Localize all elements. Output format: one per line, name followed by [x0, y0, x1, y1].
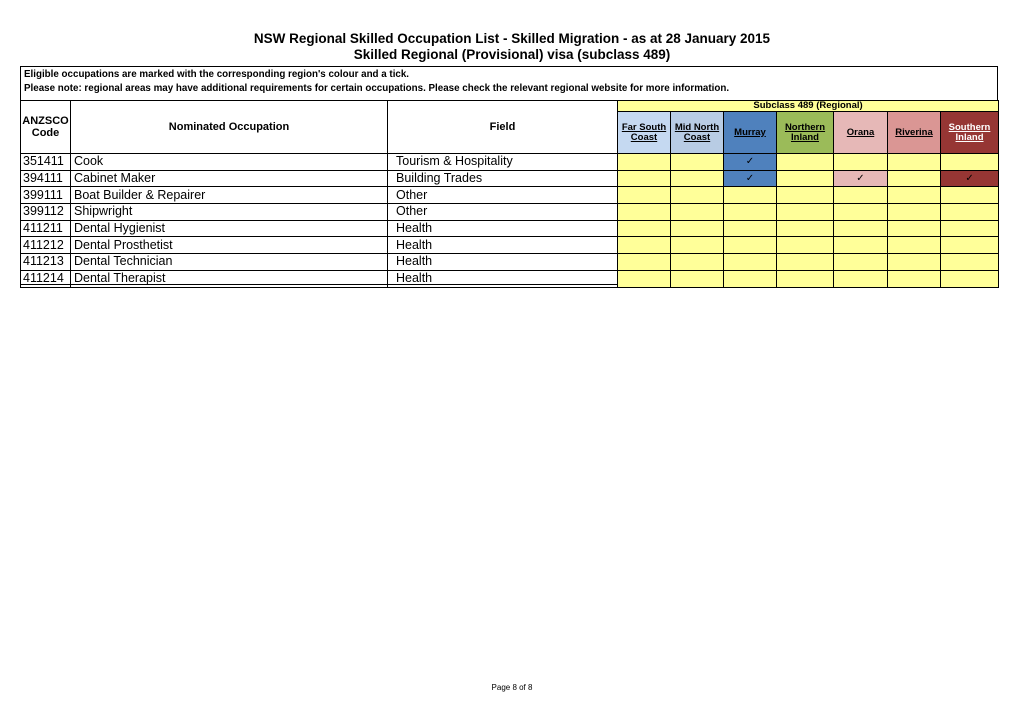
region-cell	[888, 187, 941, 204]
region-cell	[888, 204, 941, 221]
occupation-field: Health	[388, 220, 618, 237]
region-cell	[888, 154, 941, 171]
anzsco-code: 411211	[21, 220, 71, 237]
region-header-northern-inland: Northern Inland	[777, 112, 834, 154]
region-cell	[941, 187, 999, 204]
occupation-field: Health	[388, 237, 618, 254]
region-cell	[834, 170, 888, 187]
region-cell	[941, 237, 999, 254]
table-row	[21, 154, 999, 171]
region-cell	[777, 170, 834, 187]
anzsco-code: 399111	[21, 187, 71, 204]
header-code: ANZSCO Code	[21, 101, 71, 154]
tick-icon: ✓	[965, 173, 974, 185]
region-cell	[777, 254, 834, 271]
region-cell	[777, 204, 834, 221]
region-cell	[888, 237, 941, 254]
table-row	[21, 270, 999, 287]
region-header-southern-inland: Southern Inland	[941, 112, 999, 154]
occupation-field: Other	[388, 187, 618, 204]
note-eligibility: Eligible occupations are marked with the corresponding region's colour and a tick.	[24, 69, 410, 80]
header-subclass: Subclass 489 (Regional)	[618, 101, 999, 112]
anzsco-code: 351411	[21, 154, 71, 171]
region-cell	[941, 204, 999, 221]
region-cell	[618, 154, 671, 171]
region-header-far-south-coast: Far South Coast	[618, 112, 671, 154]
tick-icon: ✓	[856, 173, 865, 185]
region-cell	[834, 237, 888, 254]
region-cell	[941, 154, 999, 171]
occupation-table	[20, 100, 999, 288]
occupation-field: Building Trades	[388, 170, 618, 187]
region-cell	[724, 237, 777, 254]
region-header-mid-north-coast: Mid North Coast	[671, 112, 724, 154]
occupation-field: Health	[388, 270, 618, 287]
region-cell	[941, 254, 999, 271]
occupation-field: Other	[388, 204, 618, 221]
header-field: Field	[388, 101, 618, 154]
anzsco-code: 399112	[21, 204, 71, 221]
occupation-field: Health	[388, 254, 618, 271]
region-cell	[777, 237, 834, 254]
region-cell	[888, 220, 941, 237]
page-number: Page 8 of 8	[491, 683, 533, 692]
note-requirements: Please note: regional areas may have additional requirements for certain occupations. Please check the relevant regional website for more information.	[24, 83, 730, 94]
region-cell	[618, 220, 671, 237]
region-cell	[834, 187, 888, 204]
region-cell	[834, 270, 888, 287]
anzsco-code: 411212	[21, 237, 71, 254]
region-cell	[941, 170, 999, 187]
occupation-name: Dental Prosthetist	[71, 237, 388, 254]
tick-icon: ✓	[745, 173, 755, 185]
table-row	[21, 220, 999, 237]
region-cell	[618, 170, 671, 187]
region-cell	[671, 170, 724, 187]
table-row	[21, 204, 999, 221]
region-cell	[671, 237, 724, 254]
table-row	[21, 237, 999, 254]
region-cell	[777, 270, 834, 287]
region-cell	[724, 254, 777, 271]
region-cell	[724, 170, 777, 187]
region-cell	[941, 270, 999, 287]
region-cell	[834, 154, 888, 171]
region-cell	[888, 170, 941, 187]
region-cell	[777, 154, 834, 171]
occupation-name: Dental Technician	[71, 254, 388, 271]
region-header-riverina: Riverina	[888, 112, 941, 154]
table-row	[21, 170, 999, 187]
region-cell	[618, 254, 671, 271]
occupation-name: Cabinet Maker	[71, 170, 388, 187]
table-row	[21, 254, 999, 271]
region-cell	[724, 187, 777, 204]
region-cell	[671, 270, 724, 287]
region-header-murray: Murray	[724, 112, 777, 154]
region-cell	[671, 154, 724, 171]
region-cell	[834, 254, 888, 271]
occupation-name: Dental Therapist	[71, 270, 388, 287]
region-cell	[618, 187, 671, 204]
table-row	[21, 187, 999, 204]
page-subtitle: Skilled Regional (Provisional) visa (subclass 489)	[353, 47, 671, 62]
anzsco-code: 411214	[21, 270, 71, 287]
region-cell	[724, 270, 777, 287]
occupation-field: Tourism & Hospitality	[388, 154, 618, 171]
region-cell	[777, 220, 834, 237]
region-cell	[618, 270, 671, 287]
region-cell	[777, 187, 834, 204]
region-cell	[834, 220, 888, 237]
anzsco-code: 411213	[21, 254, 71, 271]
region-cell	[724, 154, 777, 171]
tick-icon: ✓	[745, 156, 755, 168]
region-cell	[941, 220, 999, 237]
region-cell	[724, 220, 777, 237]
occupation-name: Cook	[71, 154, 388, 171]
header-occupation: Nominated Occupation	[71, 101, 388, 154]
occupation-name: Boat Builder & Repairer	[71, 187, 388, 204]
region-cell	[618, 204, 671, 221]
region-cell	[671, 254, 724, 271]
anzsco-code: 394111	[21, 170, 71, 187]
region-header-orana: Orana	[834, 112, 888, 154]
region-cell	[888, 270, 941, 287]
region-cell	[888, 254, 941, 271]
occupation-name: Dental Hygienist	[71, 220, 388, 237]
page-title: NSW Regional Skilled Occupation List - Skilled Migration - as at 28 January 2015	[253, 31, 771, 46]
region-cell	[618, 237, 671, 254]
region-cell	[834, 204, 888, 221]
region-cell	[671, 187, 724, 204]
occupation-name: Shipwright	[71, 204, 388, 221]
region-cell	[724, 204, 777, 221]
region-cell	[671, 220, 724, 237]
table-body	[21, 154, 999, 288]
region-cell	[671, 204, 724, 221]
